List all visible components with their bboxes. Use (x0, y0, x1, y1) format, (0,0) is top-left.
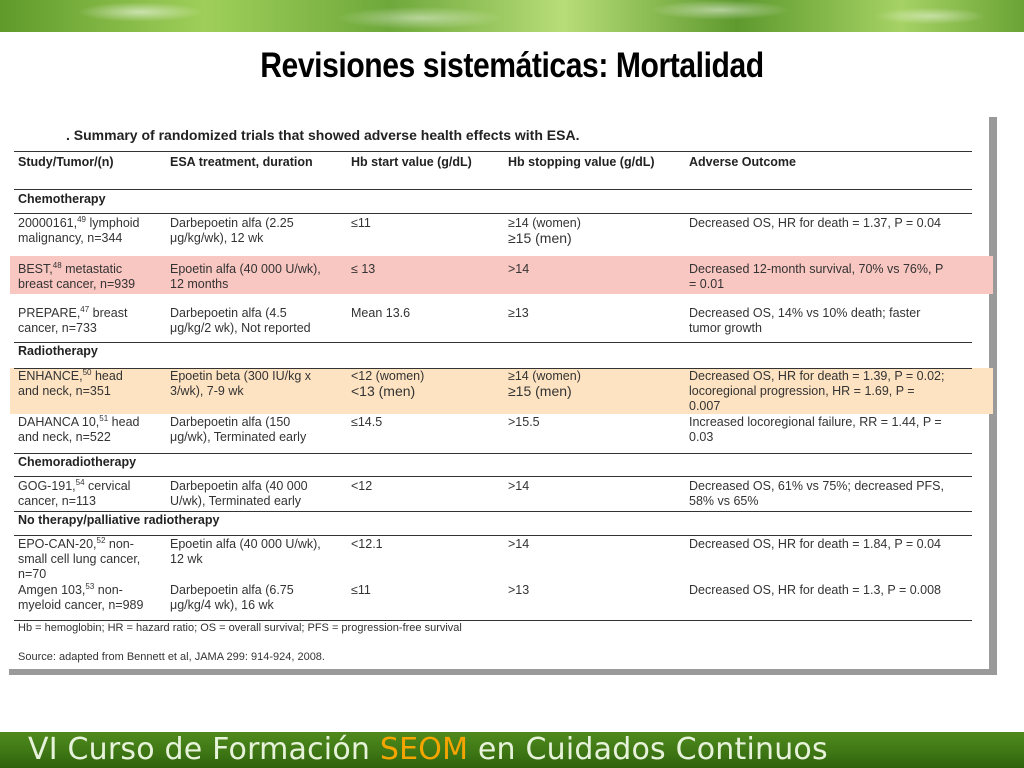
column-header-study: Study/Tumor/(n) (18, 155, 114, 169)
hb-start-cell: <12 (351, 479, 373, 493)
top-decorative-banner (0, 0, 1024, 32)
hb-start-cell: Mean 13.6 (351, 306, 411, 320)
table-row: GOG-191,54 cervical cancer, n=113 (18, 477, 131, 508)
table-caption: . Summary of randomized trials that showed adverse health effects with ESA. (66, 127, 580, 143)
hb-stop-cell: >15.5 (508, 415, 540, 429)
esa-cell: Darbepoetin alfa (6.75 μg/kg/4 wk), 16 wk (170, 583, 294, 612)
esa-cell: Darbepoetin alfa (150 μg/wk), Terminated early (170, 415, 307, 444)
course-footer-banner (0, 732, 1024, 768)
hb-start-cell: ≤11 (351, 583, 371, 597)
hb-stop-cell: ≥14 (women) ≥15 (men) (508, 216, 581, 246)
table-rule (14, 535, 972, 536)
outcome-cell: Decreased OS, HR for death = 1.3, P = 0.008 (689, 583, 942, 597)
table-rule (14, 342, 972, 343)
table-source: Source: adapted from Bennett et al, JAMA 299: 914-924, 2008. (18, 651, 325, 663)
esa-cell: Darbepoetin alfa (2.25 μg/kg/wk), 12 wk (170, 216, 294, 245)
outcome-cell: Decreased 12-month survival, 70% vs 76%, P = 0.01 (689, 262, 944, 291)
outcome-cell: Increased locoregional failure, RR = 1.44, P = 0.03 (689, 415, 942, 444)
table-rule (14, 511, 972, 512)
table-row: EPO-CAN-20,52 non- small cell lung cancer, n=70 (18, 535, 141, 581)
outcome-cell: Decreased OS, 14% vs 10% death; faster tumor growth (689, 306, 921, 335)
hb-stop-cell: >14 (508, 262, 530, 276)
hb-stop-cell: ≥13 (508, 306, 529, 320)
table-row: ENHANCE,$^{50}$ head and neck, n=351 (18, 367, 123, 398)
hb-stop-cell: >14 (508, 537, 530, 551)
hb-start-cell: <12 (women) <13 (men) (351, 369, 425, 399)
outcome-cell: Decreased OS, 61% vs 75%; decreased PFS, 58% vs 65% (689, 479, 944, 508)
column-header-hb-start: Hb start value (g/dL) (351, 155, 472, 169)
hb-stop-cell: >14 (508, 479, 530, 493)
hb-start-cell: ≤ 13 (351, 262, 376, 276)
hb-start-cell: ≤14.5 (351, 415, 383, 429)
hb-start-cell: <12.1 (351, 537, 383, 551)
section-label-palliative: No therapy/palliative radiotherapy (18, 513, 220, 527)
esa-cell: Epoetin alfa (40 000 U/wk), 12 wk (170, 537, 321, 566)
column-header-hb-stop: Hb stopping value (g/dL) (508, 155, 655, 169)
table-rule (14, 151, 972, 152)
slide-title: Revisiones sistemáticas: Mortalidad (260, 46, 764, 85)
table-rule (14, 476, 972, 477)
section-label-chemotherapy: Chemotherapy (18, 192, 106, 206)
column-header-outcome: Adverse Outcome (689, 155, 796, 169)
esa-cell: Darbepoetin alfa (4.5 μg/kg/2 wk), Not reported (170, 306, 311, 335)
table-rule (14, 189, 972, 190)
outcome-cell: Decreased OS, HR for death = 1.84, P = 0.04 (689, 537, 942, 551)
esa-cell: Epoetin beta (300 IU/kg x 3/wk), 7-9 wk (170, 369, 312, 398)
hb-stop-cell: ≥14 (women) ≥15 (men) (508, 369, 581, 399)
table-rule (14, 453, 972, 454)
section-label-chemoradiotherapy: Chemoradiotherapy (18, 455, 137, 469)
table-row: 20000161,49 lymphoid malignancy, n=344 (18, 214, 140, 245)
column-header-esa: ESA treatment, duration (170, 155, 313, 169)
esa-cell: Darbepoetin alfa (40 000 U/wk), Terminated early (170, 479, 308, 508)
table-row: PREPARE,$^{47}$ breast cancer, n=733 (18, 304, 128, 335)
course-title: VI Curso de Formación SEOM en Cuidados Continuos (28, 732, 828, 767)
table-footnote: Hb = hemoglobin; HR = hazard ratio; OS = overall survival; PFS = progression-free survival (18, 622, 462, 634)
hb-stop-cell: >13 (508, 583, 530, 597)
table-rule (14, 620, 972, 621)
table-row: DAHANCA 10,51 head and neck, n=522 (18, 413, 140, 444)
hb-start-cell: ≤11 (351, 216, 371, 230)
outcome-cell: Decreased OS, HR for death = 1.37, P = 0.04 (689, 216, 942, 230)
table-rule (14, 213, 972, 214)
table-row: Amgen 103,53 non- myeloid cancer, n=989 (18, 581, 144, 612)
outcome-cell: Decreased OS, HR for death = 1.39, P = 0.02; locoregional progression, HR = 1.69, P = 0.007 (689, 369, 945, 413)
section-label-radiotherapy: Radiotherapy (18, 344, 98, 358)
seom-brand: SEOM (379, 732, 469, 767)
esa-cell: Epoetin alfa (40 000 U/wk), 12 months (170, 262, 321, 291)
table-row: BEST,$^{48}$ metastatic breast cancer, n=939 (18, 260, 136, 291)
